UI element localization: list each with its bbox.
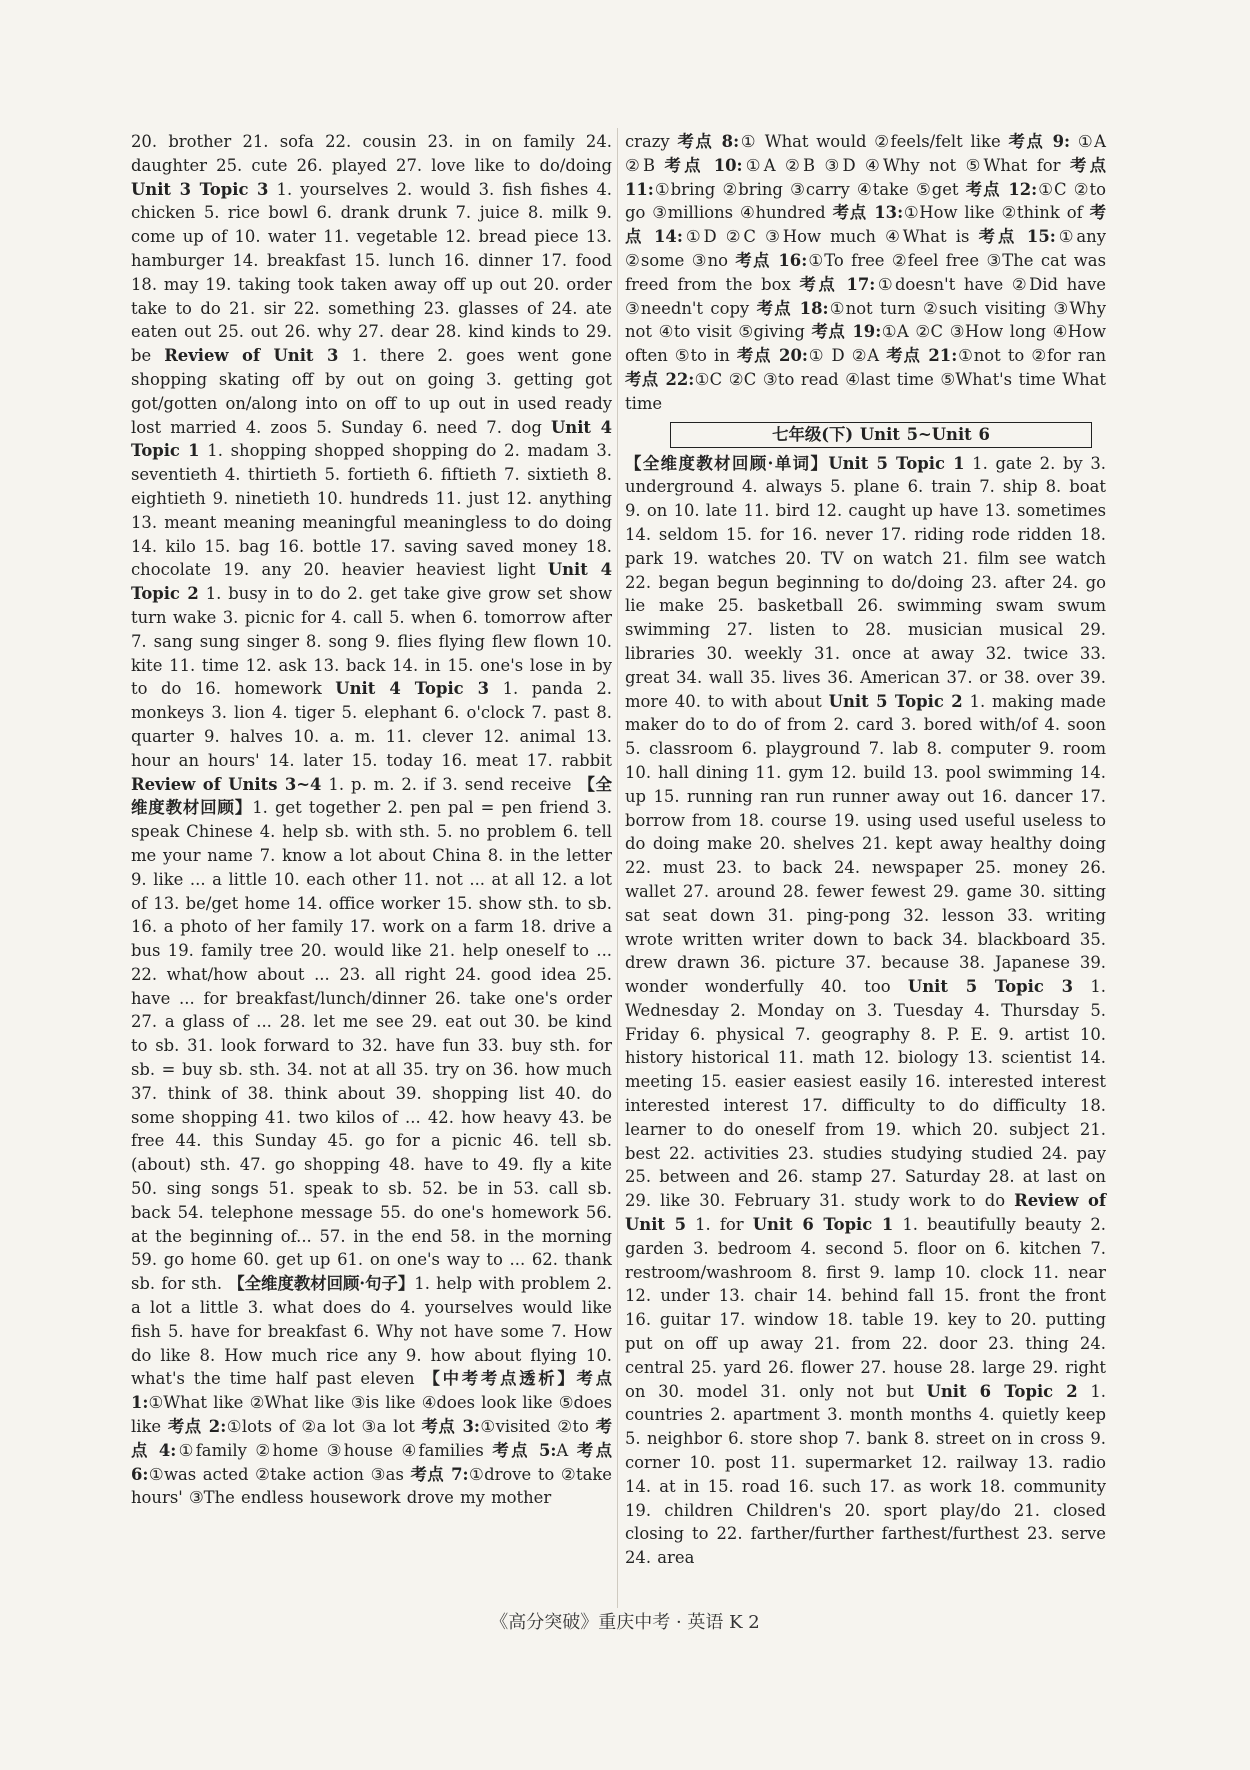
page-footer: 《高分突破》重庆中考 · 英语 K 2 bbox=[490, 1612, 760, 1633]
right-column-top-text bbox=[625, 130, 1106, 416]
right-column bbox=[625, 130, 1106, 1570]
answer-text: ①family ②home ③house ④families bbox=[176, 1440, 493, 1460]
section-heading: 考点 2: bbox=[167, 1417, 227, 1437]
section-heading: Unit 4 Topic 1 bbox=[131, 417, 612, 461]
answer-text: ①A ②C ③How long ④How often ⑤to in bbox=[625, 322, 1106, 366]
left-column-text bbox=[131, 130, 612, 1510]
answer-text: ①What like ②What like ③is like ④does look like ⑤does like bbox=[131, 1393, 612, 1437]
section-heading: 考点 14: bbox=[625, 203, 1106, 247]
answer-text: ①C ②C ③to read ④last time ⑤What's time What time bbox=[625, 369, 1106, 413]
section-heading: 考点 9: bbox=[1008, 132, 1071, 151]
answer-text: 1. shopping shopped shopping do 2. madam 3. seventieth 4. thirtieth 5. fortieth 6. fiftieth 7. sixtieth 8. eightieth 9. ninetieth 10. hundreds 11. just 12. anything 13. meant meaning meaningful meaningless to do doing 14. kilo 15. bag 16. bottle 17. saving saved money 18. chocolate 19. any 20. heavier heaviest light bbox=[131, 441, 612, 580]
section-heading: Unit 5 Topic 2 bbox=[828, 691, 963, 711]
answer-text: ①not turn ②such visiting ③Why not ④to visit ⑤giving bbox=[625, 298, 1106, 342]
answer-text: 1. for bbox=[686, 1215, 753, 1235]
answer-text: 1. get together 2. pen pal = pen friend 3. speak Chinese 4. help sb. with sth. 5. no problem 6. tell me your name 7. know a lot about China 8. in the letter 9. like ... a little 10. each other 11. not ... at all 12. a lot of 13. be/get home 14. office worker 15. show sth. to sb. 16. a photo of her family 17. work on a farm 18. drive a bus 19. family tree 20. would like 21. help oneself to ... 22. what/how about ... 23. all right 24. good idea 25. have ... for breakfast/lunch/dinner 26. take one's order 27. a glass of ... 28. let me see 29. eat out 30. be kind to sb. 31. look forward to 32. have fun 33. buy sth. for sb. = buy sb. sth. 34. not at all 35. try on 36. how much 37. think of 38. think about 39. shopping list 40. do some shopping 41. two kilos of ... 42. how heavy 43. be free 44. this Sunday 45. go for a picnic 46. tell sb. (about) sth. 47. go shopping 48. have to 49. fly a kite 50. sing songs 51. speak to sb. 52. be in 53. call sb. back 54. telephone message 55. do one's homework 56. at the beginning of... 57. in the end 58. in the morning 59. go home 60. get up 61. on one's way to ... 62. thank sb. for sth. bbox=[131, 798, 613, 1294]
answer-text: ①drove to ②take hours' ③The endless housework drove my mother bbox=[131, 1464, 612, 1508]
answer-text: ① What would ②feels/felt like bbox=[739, 132, 1009, 151]
section-heading: 【全维度教材回顾·句子】 bbox=[228, 1274, 415, 1294]
answer-text: 1. busy in to do 2. get take give grow set show turn wake 3. picnic for 4. call 5. when 6. tomorrow after 7. sang sung singer 8. song 9. flies flying flew flown 10. kite 11. time 12. ask 13. back 14. in 15. one's lose in by to do 16. homework bbox=[131, 584, 612, 699]
section-heading: 考点 16: bbox=[735, 250, 808, 270]
section-heading: 考点 13: bbox=[832, 203, 904, 223]
section-heading: 考点 19: bbox=[811, 322, 882, 342]
answer-text: ①D ②C ③How much ④What is bbox=[682, 227, 979, 247]
section-heading: Review of Units 3~4 bbox=[131, 774, 322, 794]
column-divider bbox=[617, 128, 618, 1608]
answer-text: 1. making made maker do to do of from 2. card 3. bored with/of 4. soon 5. classroom 6. playground 7. lab 8. computer 9. room 10. hall dining 11. gym 12. build 13. pool swimming 14. up 15. running ran run runner away out 16. dancer 17. borrow from 18. course 19. using used useful useless to do doing make 20. shelves 21. kept away healthy doing 22. must 23. to back 24. newspaper 25. money 26. wallet 27. around 28. fewer fewest 29. game 30. sitting sat seat down 31. ping-pong 32. lesson 33. writing wrote written writer down to back 34. blackboard 35. drew drawn 36. picture 37. because 38. Japanese 39. wonder wonderfully 40. too bbox=[625, 691, 1106, 997]
section-heading: 考点 11: bbox=[625, 155, 1107, 199]
section-heading: 考点 6: bbox=[131, 1440, 612, 1484]
grade-header: 七年级(下) Unit 5~Unit 6 bbox=[670, 422, 1092, 448]
answer-text: ①not to ②for ran bbox=[957, 346, 1107, 366]
answer-text: ①any ②some ③no bbox=[625, 227, 1106, 270]
section-heading: 考点 3: bbox=[421, 1417, 480, 1437]
answer-text: 1. panda 2. monkeys 3. lion 4. tiger 5. elephant 6. o'clock 7. past 8. quarter 9. halves 10. a. m. 11. clever 12. animal 13. hour an hours' 14. later 15. today 16. meat 17. rabbit bbox=[131, 679, 612, 770]
section-heading: 考点 15: bbox=[978, 227, 1056, 247]
answer-text: 1. countries 2. apartment 3. month months 4. quietly keep 5. neighbor 6. store shop 7. bank 8. street on in cross 9. corner 10. post 11. supermarket 12. railway 13. radio 14. at in 15. road 16. such 17. as work 18. community 19. children Children's 20. sport play/do 21. closed closing to 22. farther/further farthest/furthest 23. serve 24. area bbox=[625, 1381, 1106, 1568]
answer-text: ①A ②B ③D ④Why not ⑤What for bbox=[742, 155, 1070, 175]
left-column bbox=[131, 130, 612, 1510]
section-heading: Unit 4 Topic 2 bbox=[131, 560, 613, 604]
answer-text: ①visited ②to bbox=[479, 1417, 596, 1437]
section-heading: 考点 22: bbox=[625, 369, 695, 389]
section-heading: Unit 5 Topic 3 bbox=[907, 977, 1074, 997]
answer-text: 1. beautifully beauty 2. garden 3. bedroom 4. second 5. floor on 6. kitchen 7. restroom/washroom 8. first 9. lamp 10. clock 11. near 12. under 13. chair 14. behind fall 15. front the front 16. guitar 17. window 18. table 19. key to 20. putting put on off up away 21. from 22. door 23. thing 24. central 25. yard 26. flower 27. house 28. large 29. right on 30. model 31. only not but bbox=[625, 1215, 1106, 1401]
section-heading: Unit 4 Topic 3 bbox=[335, 679, 490, 699]
answer-text: A bbox=[556, 1440, 577, 1460]
section-heading: 考点 5: bbox=[492, 1440, 557, 1460]
section-heading: 考点 20: bbox=[736, 346, 808, 366]
section-heading: 考点 21: bbox=[886, 346, 958, 366]
section-heading: 考点 18: bbox=[756, 298, 829, 318]
answer-text: 1. there 2. goes went gone shopping skating off by out on going 3. getting got got/gotten on/along into on off to up out in used ready lost married 4. zoos 5. Sunday 6. need 7. dog bbox=[131, 346, 612, 437]
section-heading: 【中考考点透析】考点 1: bbox=[131, 1369, 613, 1413]
section-heading: Review of Unit 5 bbox=[625, 1191, 1107, 1235]
answer-text: 20. brother 21. sofa 22. cousin 23. in on family 24. daughter 25. cute 26. played 27. love like to do/doing bbox=[131, 132, 612, 175]
answer-text: 1. gate 2. by 3. underground 4. always 5. plane 6. train 7. ship 8. boat 9. on 10. late 11. bird 12. caught up have 13. sometimes 14. seldom 15. for 16. never 17. riding rode ridden 18. park 19. watches 20. TV on watch 21. film see watch 22. began begun beginning to do/doing 23. after 24. go lie make 25. basketball 26. swimming swam swum swimming 27. listen to 28. musician musical 29. libraries 30. weekly 31. once at away 32. twice 33. great 34. wall 35. lives 36. American 37. or 38. over 39. more 40. to with about bbox=[625, 453, 1106, 711]
answer-text: ①A ②B bbox=[625, 132, 1106, 175]
answer-text: 1. help with problem 2. a lot a little 3. what does do 4. yourselves would like fish 5. have for breakfast 6. Why not have some 7. How do like 8. How much rice any 9. how about flying 10. what's the time half past eleven bbox=[131, 1274, 612, 1389]
answer-text: ① D ②A bbox=[807, 346, 887, 366]
answer-text: ①doesn't have ②Did have ③needn't copy bbox=[625, 274, 1106, 318]
section-heading: Review of Unit 3 bbox=[164, 346, 339, 366]
answer-text: ①bring ②bring ③carry ④take ⑤get bbox=[653, 179, 966, 199]
answer-text: ①C ②to go ③millions ④hundred bbox=[625, 179, 1106, 223]
answer-text: crazy bbox=[625, 132, 678, 151]
answer-text: 1. p. m. 2. if 3. send receive bbox=[321, 774, 579, 794]
answer-text: ①was acted ②take action ③as bbox=[148, 1464, 411, 1484]
section-heading: 考点 12: bbox=[965, 179, 1038, 199]
answer-text: ①How like ②think of bbox=[903, 203, 1090, 223]
answer-text: 1. Wednesday 2. Monday on 3. Tuesday 4. Thursday 5. Friday 6. physical 7. geography 8. P. E. 9. artist 10. history historical 11. math 12. biology 13. scientist 14. meeting 15. easier easiest easily 16. interested interest interested interest 17. difficulty to do difficulty 18. learner to do oneself from 19. which 20. subject 21. best 22. activities 23. studies studying studied 24. pay 25. between and 26. stamp 27. Saturday 28. at last on 29. like 30. February 31. study work to do bbox=[625, 977, 1106, 1211]
answer-text: 1. yourselves 2. would 3. fish fishes 4. chicken 5. rice bowl 6. drank drunk 7. juice 8. milk 9. come up of 10. water 11. vegetable 12. bread piece 13. hamburger 14. breakfast 15. lunch 16. dinner 17. food 18. may 19. taking took taken away off up out 20. order take to do 21. sir 22. something 23. glasses of 24. ate eaten out 25. out 26. why 27. dear 28. kind kinds to 29. be bbox=[131, 179, 613, 366]
section-heading: 考点 7: bbox=[410, 1464, 469, 1484]
section-heading: 考点 10: bbox=[664, 155, 743, 175]
section-heading: 【全维度教材回顾】 bbox=[131, 774, 612, 818]
section-heading: Unit 3 Topic 3 bbox=[131, 179, 269, 199]
section-heading: 考点 4: bbox=[131, 1417, 612, 1460]
answer-text: ①To free ②feel free ③The cat was freed from the box bbox=[625, 250, 1106, 294]
answer-text: ①lots of ②a lot ③a lot bbox=[226, 1417, 422, 1437]
section-heading: 【全维度教材回顾·单词】Unit 5 Topic 1 bbox=[625, 453, 965, 473]
section-heading: 考点 8: bbox=[677, 132, 740, 151]
section-heading: Unit 6 Topic 1 bbox=[752, 1215, 894, 1235]
section-heading: Unit 6 Topic 2 bbox=[926, 1381, 1078, 1401]
section-heading: 考点 17: bbox=[799, 274, 876, 294]
